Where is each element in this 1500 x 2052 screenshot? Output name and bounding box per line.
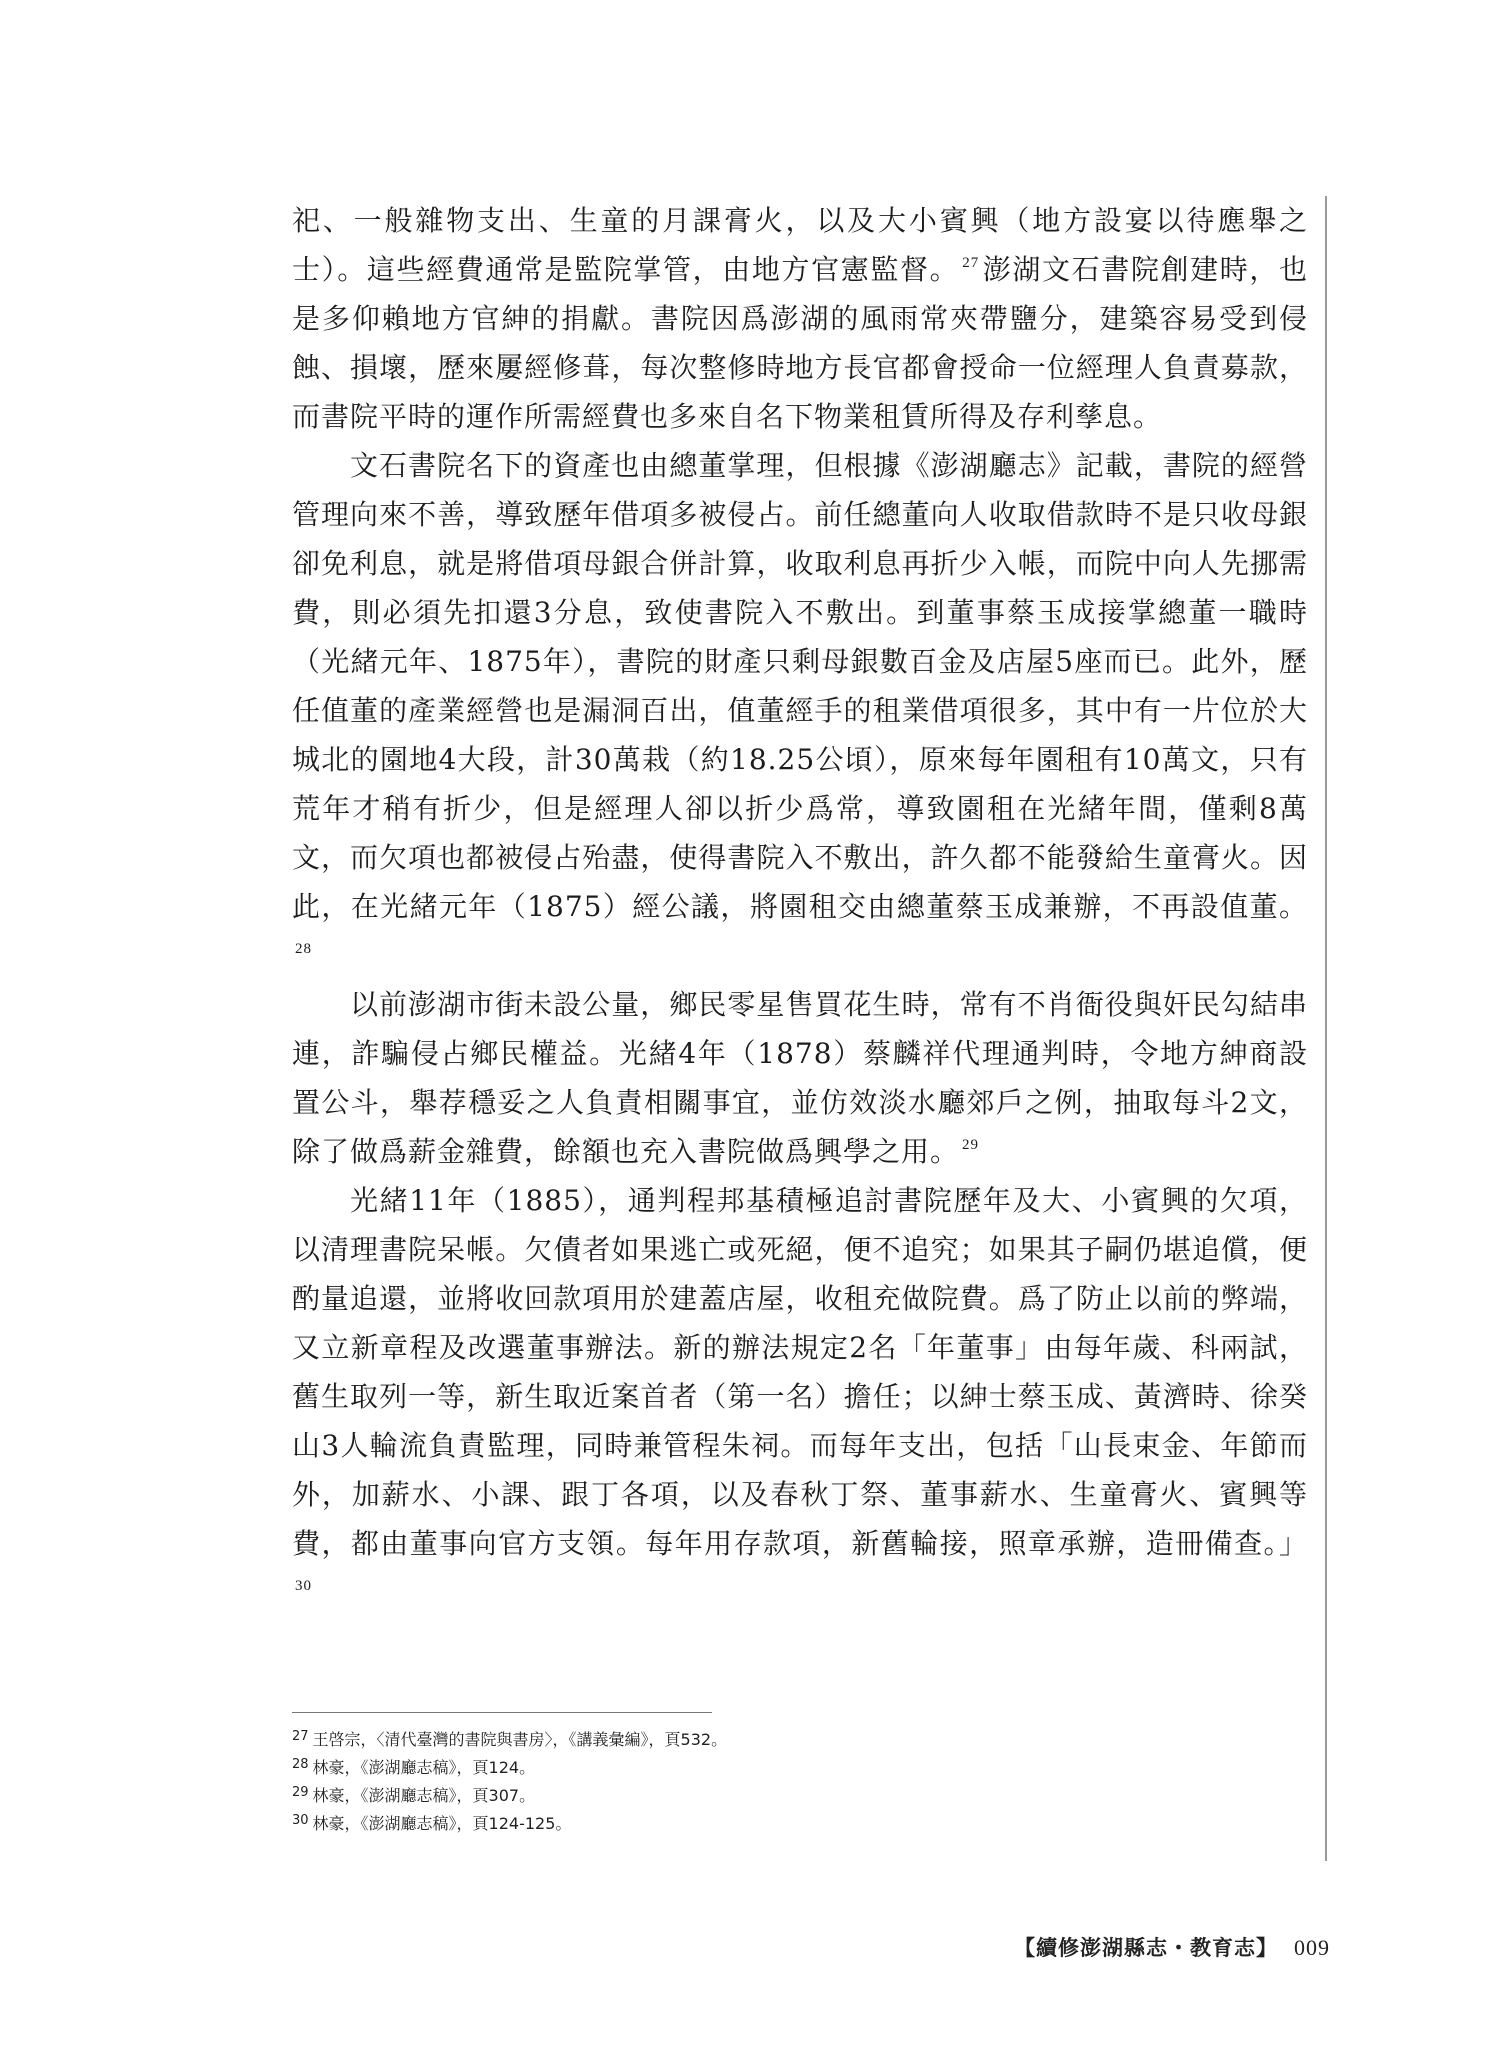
footnotes: [292, 1726, 1052, 1838]
footnote-number: 30: [292, 1813, 309, 1828]
paragraph-text: 文石書院名下的資產也由總董掌理，但根據《澎湖廳志》記載，書院的經營管理向來不善，導致歷年借項多被侵占。前任總董向人收取借款時不是只收母銀卻免利息，就是將借項母銀合併計算，收取利息再折少入帳，而院中向人先挪需費，則必須先扣還3分息，致使書院入不敷出。到董事蔡玉成接掌總董一職時（光緒元年、1875年），書院的財產只剩母銀數百金及店屋5座而已。此外，歷任值董的產業經營也是漏洞百出，值董經手的租業借項很多，其中有一片位於大城北的園地4大段，計30萬栽（約18.25公頃），原來每年園租有10萬文，只有荒年才稍有折少，但是經理人卻以折少爲常，導致園租在光緒年間，僅剩8萬文，而欠項也都被侵占殆盡，使得書院入不敷出，許久都不能發給生童膏火。因此，在光緒元年（1875）經公議，將園租交由總董蔡玉成兼辦，不再設值董。: [292, 449, 1308, 923]
paragraph-text: 祀、一般雜物支出、生童的月課膏火，以及大小賓興（地方設宴以待應舉之士）。這些經費通常是監院掌管，由地方官憲監督。: [292, 204, 1308, 286]
paragraph-text: 澎湖文石書院創建時，也是多仰賴地方官紳的捐獻。書院因爲澎湖的風雨常夾帶鹽分，建築容易受到侵蝕、損壞，歷來屢經修葺，每次整修時地方長官都會授命一位經理人負責募款，而書院平時的運作所需經費也多來自名下物業租賃所得及存利孳息。: [292, 253, 1308, 433]
footnote-27: [292, 1726, 1052, 1754]
page-number: 009: [1294, 1935, 1330, 1960]
footnote-ref-27[interactable]: 27: [962, 255, 980, 271]
paragraph-2: [292, 441, 1308, 980]
page-footer: [1014, 1932, 1330, 1962]
footnote-ref-30[interactable]: 30: [295, 1578, 312, 1594]
paragraph-text: 以前澎湖市街未設公量，鄉民零星售買花生時，常有不肖衙役與奸民勾結串連，詐騙侵占鄉民權益。光緒4年（1878）蔡麟祥代理通判時，令地方紳商設置公斗，舉荐穩妥之人負責相關事宜，並仿效淡水廳郊戶之例，抽取每斗2文，除了做爲薪金雜費，餘額也充入書院做爲興學之用。: [292, 988, 1308, 1168]
paragraph-text: 光緒11年（1885），通判程邦基積極追討書院歷年及大、小賓興的欠項，以清理書院呆帳。欠債者如果逃亡或死絕，便不追究；如果其子嗣仍堪追償，便酌量追還，並將收回款項用於建蓋店屋，收租充做院費。爲了防止以前的弊端，又立新章程及改選董事辦法。新的辦法規定2名「年董事」由每年歲、科兩試，舊生取列一等，新生取近案首者（第一名）擔任；以紳士蔡玉成、黃濟時、徐癸山3人輪流負責監理，同時兼管程朱祠。而每年支出，包括「山長束金、年節而外，加薪水、小課、跟丁各項，以及春秋丁祭、董事薪水、生童膏火、賓興等費，都由董事向官方支領。每年用存款項，新舊輪接，照章承辦，造冊備查。」: [292, 1184, 1308, 1560]
margin-rule: [1325, 196, 1327, 1861]
series-title: 【續修澎湖縣志・教育志】: [1014, 1935, 1278, 1960]
paragraph-1: [292, 196, 1308, 441]
footnote-divider: [292, 1712, 712, 1713]
footnote-text: 林豪，《澎湖廳志稿》，頁124-125。: [312, 1814, 572, 1833]
paragraph-3: [292, 980, 1308, 1176]
footnote-29: [292, 1782, 1052, 1810]
footnote-number: 29: [292, 1785, 309, 1800]
footnote-28: [292, 1754, 1052, 1782]
footnote-30: [292, 1810, 1052, 1838]
footnote-text: 王啓宗，〈清代臺灣的書院與書房〉，《講義彙編》，頁532。: [312, 1730, 728, 1749]
footnote-number: 28: [292, 1757, 309, 1772]
footnote-text: 林豪，《澎湖廳志稿》，頁307。: [312, 1786, 536, 1805]
footnote-number: 27: [292, 1729, 309, 1744]
main-text: [292, 196, 1308, 1617]
footnote-ref-28[interactable]: 28: [295, 941, 312, 957]
footnote-ref-29[interactable]: 29: [962, 1137, 980, 1153]
footnote-text: 林豪，《澎湖廳志稿》，頁124。: [312, 1758, 536, 1777]
paragraph-4: [292, 1176, 1308, 1617]
